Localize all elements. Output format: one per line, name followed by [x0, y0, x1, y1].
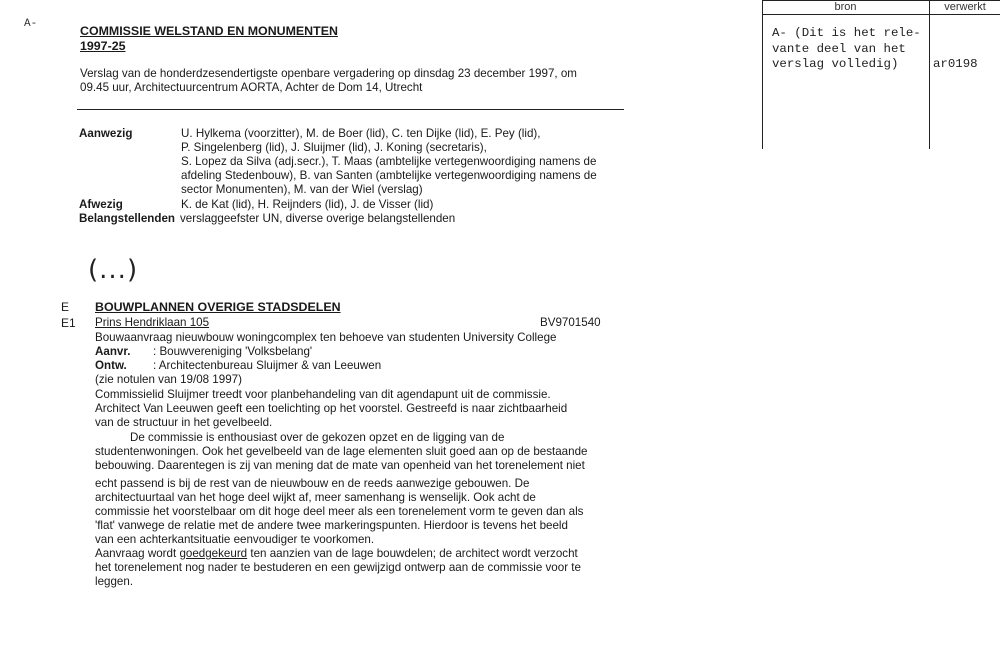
paragraph-line: echt passend is bij de rest van de nieuwbouw en de reeds aanwezige gebouwen. De: [95, 477, 530, 490]
decision-suffix: ten aanzien van de lage bouwdelen; de architect wordt verzocht: [247, 547, 578, 560]
absent-label: Afwezig: [79, 198, 123, 211]
item-description: Bouwaanvraag nieuwbouw woningcomplex ten behoeve van studenten University College: [95, 331, 557, 344]
decision-keyword: goedgekeurd: [179, 547, 248, 560]
paragraph-line: commissie het voorstelbaar om dit hoge deel meer als een torenelement vorm te geven dan als: [95, 505, 584, 518]
paragraph-line: studentenwoningen. Ook het gevelbeeld van de lage elementen sluit goed aan op de bestaande: [95, 445, 588, 458]
present-label: Aanwezig: [79, 127, 133, 140]
section-code: E: [61, 300, 70, 314]
paragraph-line: van een achterkantsituatie eenvoudiger te voorkomen.: [95, 533, 375, 546]
horizontal-rule: [77, 109, 624, 110]
decision-line: leggen.: [95, 575, 134, 588]
paragraph-line: bebouwing. Daarentegen is zij van mening dat de mate van openheid van het torenelement niet: [95, 459, 585, 472]
intro-text: [80, 67, 577, 95]
item-note: (zie notulen van 19/08 1997): [95, 373, 242, 386]
table-border: [762, 14, 1000, 15]
paragraph-line: 'flat' vanwege de relatie met de andere twee markeringspunten. Hierdoor is tevens het beeld: [95, 519, 568, 532]
item-reference: BV9701540: [540, 316, 601, 329]
present-line: S. Lopez da Silva (adj.secr.), T. Maas (ambtelijke vertegenwoordiging namens de: [181, 155, 597, 168]
absent-value: K. de Kat (lid), H. Reijnders (lid), J. de Visser (lid): [181, 198, 434, 211]
present-line: U. Hylkema (voorzitter), M. de Boer (lid), C. ten Dijke (lid), E. Pey (lid),: [181, 127, 541, 140]
section-title: BOUWPLANNEN OVERIGE STADSDELEN: [95, 300, 341, 314]
ellipsis-marker: (...): [88, 255, 139, 285]
applicant-label: Aanvr.: [95, 345, 131, 358]
present-line: P. Singelenberg (lid), J. Sluijmer (lid), J. Koning (secretaris),: [181, 141, 487, 154]
column-header-source: bron: [834, 1, 857, 13]
margin-mark: A-: [24, 18, 38, 30]
document-title: COMMISSIE WELSTAND EN MONUMENTEN: [80, 24, 338, 38]
column-header-processed: verwerkt: [944, 1, 986, 13]
source-cell: A- (Dit is het rele- vante deel van het verslag volledig): [772, 26, 921, 71]
register-table: [762, 0, 1000, 149]
decision-line: het torenelement nog nader te bestuderen en een gewijzigd ontwerp aan de commissie voor te: [95, 561, 581, 574]
designer-value: : Architectenbureau Sluijmer & van Leeuwen: [153, 359, 382, 372]
present-line: sector Monumenten), M. van der Wiel (verslag): [181, 183, 423, 196]
intro-line: Verslag van de honderdzesendertigste openbare vergadering op dinsdag 23 december 1997, om: [80, 67, 577, 80]
interested-label: Belangstellenden: [79, 212, 175, 225]
processed-cell: ar0198: [933, 57, 978, 71]
paragraph-line: architectuurtaal van het hoge deel wijkt af, meer samenhang is wenselijk. Ook acht de: [95, 491, 536, 504]
designer-label: Ontw.: [95, 359, 127, 372]
document-number: 1997-25: [80, 39, 126, 53]
paragraph-line: Commissielid Sluijmer treedt voor planbehandeling van dit agendapunt uit de commissie.: [95, 388, 551, 401]
intro-line: 09.45 uur, Architectuurcentrum AORTA, Achter de Dom 14, Utrecht: [80, 81, 423, 95]
table-border: [929, 0, 930, 149]
decision-line: [95, 547, 578, 561]
applicant-value: : Bouwvereniging 'Volksbelang': [153, 345, 313, 358]
item-code: E1: [61, 316, 76, 330]
paragraph-line: Architect Van Leeuwen geeft een toelichting op het voorstel. Gestreefd is naar zichtbaarheid: [95, 402, 568, 415]
paragraph-line: De commissie is enthousiast over de gekozen opzet en de ligging van de: [130, 431, 505, 444]
table-border: [762, 0, 763, 149]
item-address: Prins Hendriklaan 105: [95, 316, 210, 329]
decision-prefix: Aanvraag wordt: [95, 547, 180, 560]
interested-value: verslaggeefster UN, diverse overige belangstellenden: [180, 212, 456, 225]
present-line: afdeling Stedenbouw), B. van Santen (ambtelijke vertegenwoordiging namens de: [181, 169, 597, 182]
paragraph-line: van de structuur in het gevelbeeld.: [95, 416, 273, 429]
